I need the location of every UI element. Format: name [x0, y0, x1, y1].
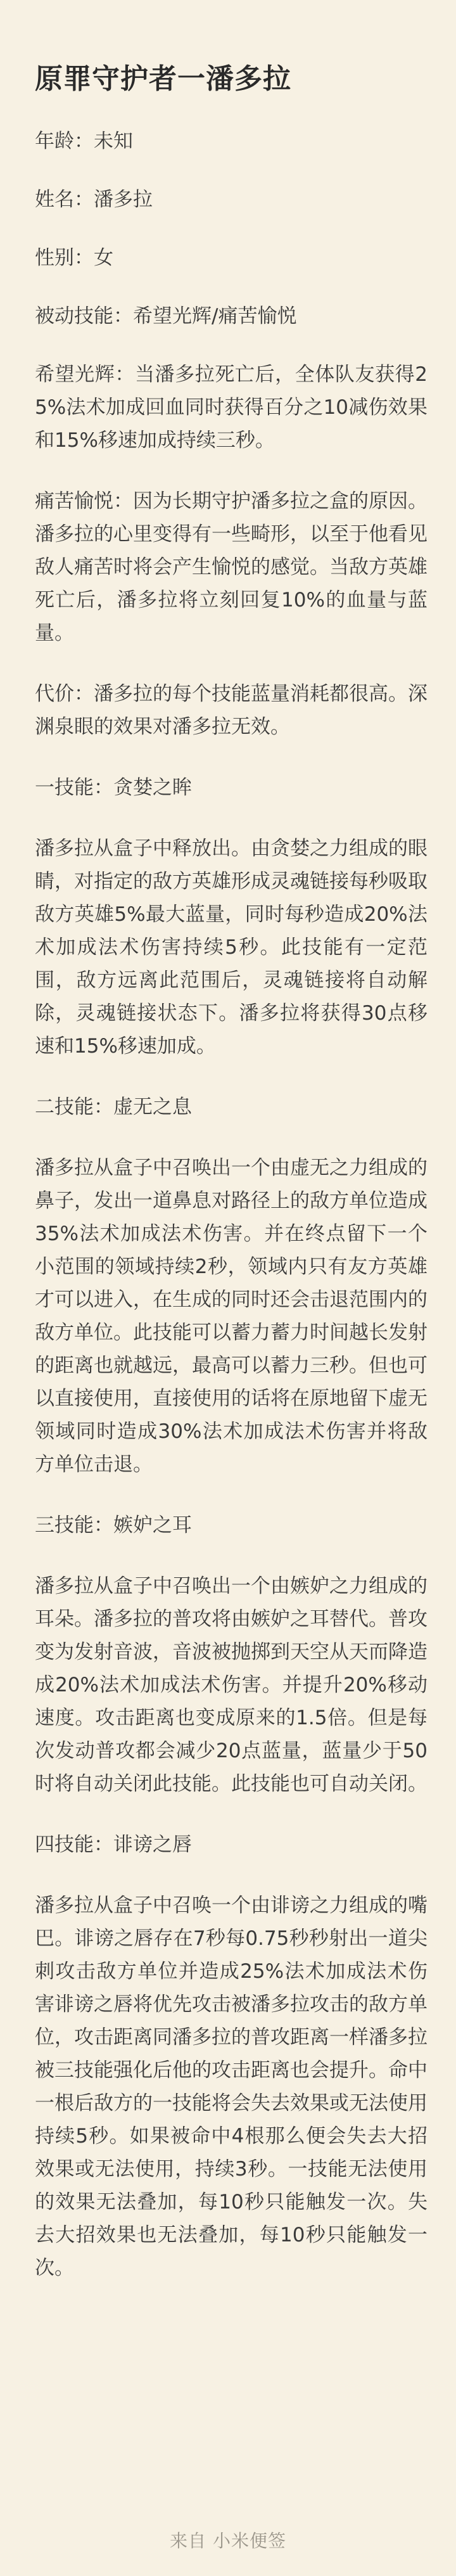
hope-radiance-paragraph: 希望光辉：当潘多拉死亡后，全体队友获得25%法术加成回血同时获得百分之10减伤效果和15%移速加成持续三秒。: [35, 363, 428, 452]
passive-skill-line: 被动技能：希望光辉/痛苦愉悦: [35, 305, 297, 328]
skill-1-heading: 一技能：贪婪之眸: [35, 776, 192, 799]
gender-line: 性别：女: [35, 247, 113, 269]
cost-paragraph: 代价：潘多拉的每个技能蓝量消耗都很高。深渊泉眼的效果对潘多拉无效。: [35, 682, 428, 738]
age-line: 年龄：未知: [35, 130, 133, 153]
skill-2-paragraph: 潘多拉从盒子中召唤出一个由虚无之力组成的鼻子，发出一道鼻息对路径上的敌方单位造成35%法术加成法术伤害。并在终点留下一个小范围的领域持续2秒，领域内只有友方英雄才可以进入，在生成的同时还会击退范围内的敌方单位。此技能可以蓄力蓄力时间越长发射的距离也就越远，最高可以蓄力三秒。但也可以直接使用，直接使用的话将在原地留下虚无领域同时造成30%法术加成法术伤害并将敌方单位击退。: [35, 1157, 428, 1476]
skill-1-paragraph: 潘多拉从盒子中释放出。由贪婪之力组成的眼睛，对指定的敌方英雄形成灵魂链接每秒吸取敌方英雄5%最大蓝量，同时每秒造成20%法术加成法术伤害持续5秒。此技能有一定范围，敌方远离此范围后，灵魂链接将自动解除，灵魂链接状态下。潘多拉将获得30点移速和15%移速加成。: [35, 837, 428, 1058]
note-title: 原罪守护者一潘多拉: [35, 63, 291, 95]
source-footer: 来自 小米便签: [170, 2530, 286, 2551]
pain-pleasure-paragraph: 痛苦愉悦：因为长期守护潘多拉之盒的原因。潘多拉的心里变得有一些畸形，以至于他看见敌人痛苦时将会产生愉悦的感觉。当敌方英雄死亡后，潘多拉将立刻回复10%的血量与蓝量。: [35, 490, 428, 644]
skill-2-heading: 二技能：虚无之息: [35, 1096, 192, 1118]
name-line: 姓名：潘多拉: [35, 188, 153, 211]
skill-3-paragraph: 潘多拉从盒子中召唤出一个由嫉妒之力组成的耳朵。潘多拉的普攻将由嫉妒之耳替代。普攻变为发射音波，音波被抛掷到天空从天而降造成20%法术加成法术伤害。并提升20%移动速度。攻击距离也变成原来的1.5倍。但是每次发动普攻都会减少20点蓝量，蓝量少于50时将自动关闭此技能。此技能也可自动关闭。: [35, 1575, 428, 1795]
note-content: [35, 60, 428, 2284]
skill-3-heading: 三技能：嫉妒之耳: [35, 1514, 192, 1537]
skill-4-heading: 四技能：诽谤之唇: [35, 1833, 192, 1856]
skill-4-paragraph: 潘多拉从盒子中召唤一个由诽谤之力组成的嘴巴。诽谤之唇存在7秒每0.75秒秒射出一道尖刺攻击敌方单位并造成25%法术加成法术伤害诽谤之唇将优先攻击被潘多拉攻击的敌方单位，攻击距离同潘多拉的普攻距离一样潘多拉被三技能强化后他的攻击距离也会提升。命中一根后敌方的一技能将会失去效果或无法使用持续5秒。如果被命中4根那么便会失去大招效果或无法使用，持续3秒。一技能无法使用的效果无法叠加，每10秒只能触发一次。失去大招效果也无法叠加，每10秒只能触发一次。: [35, 1894, 428, 2279]
